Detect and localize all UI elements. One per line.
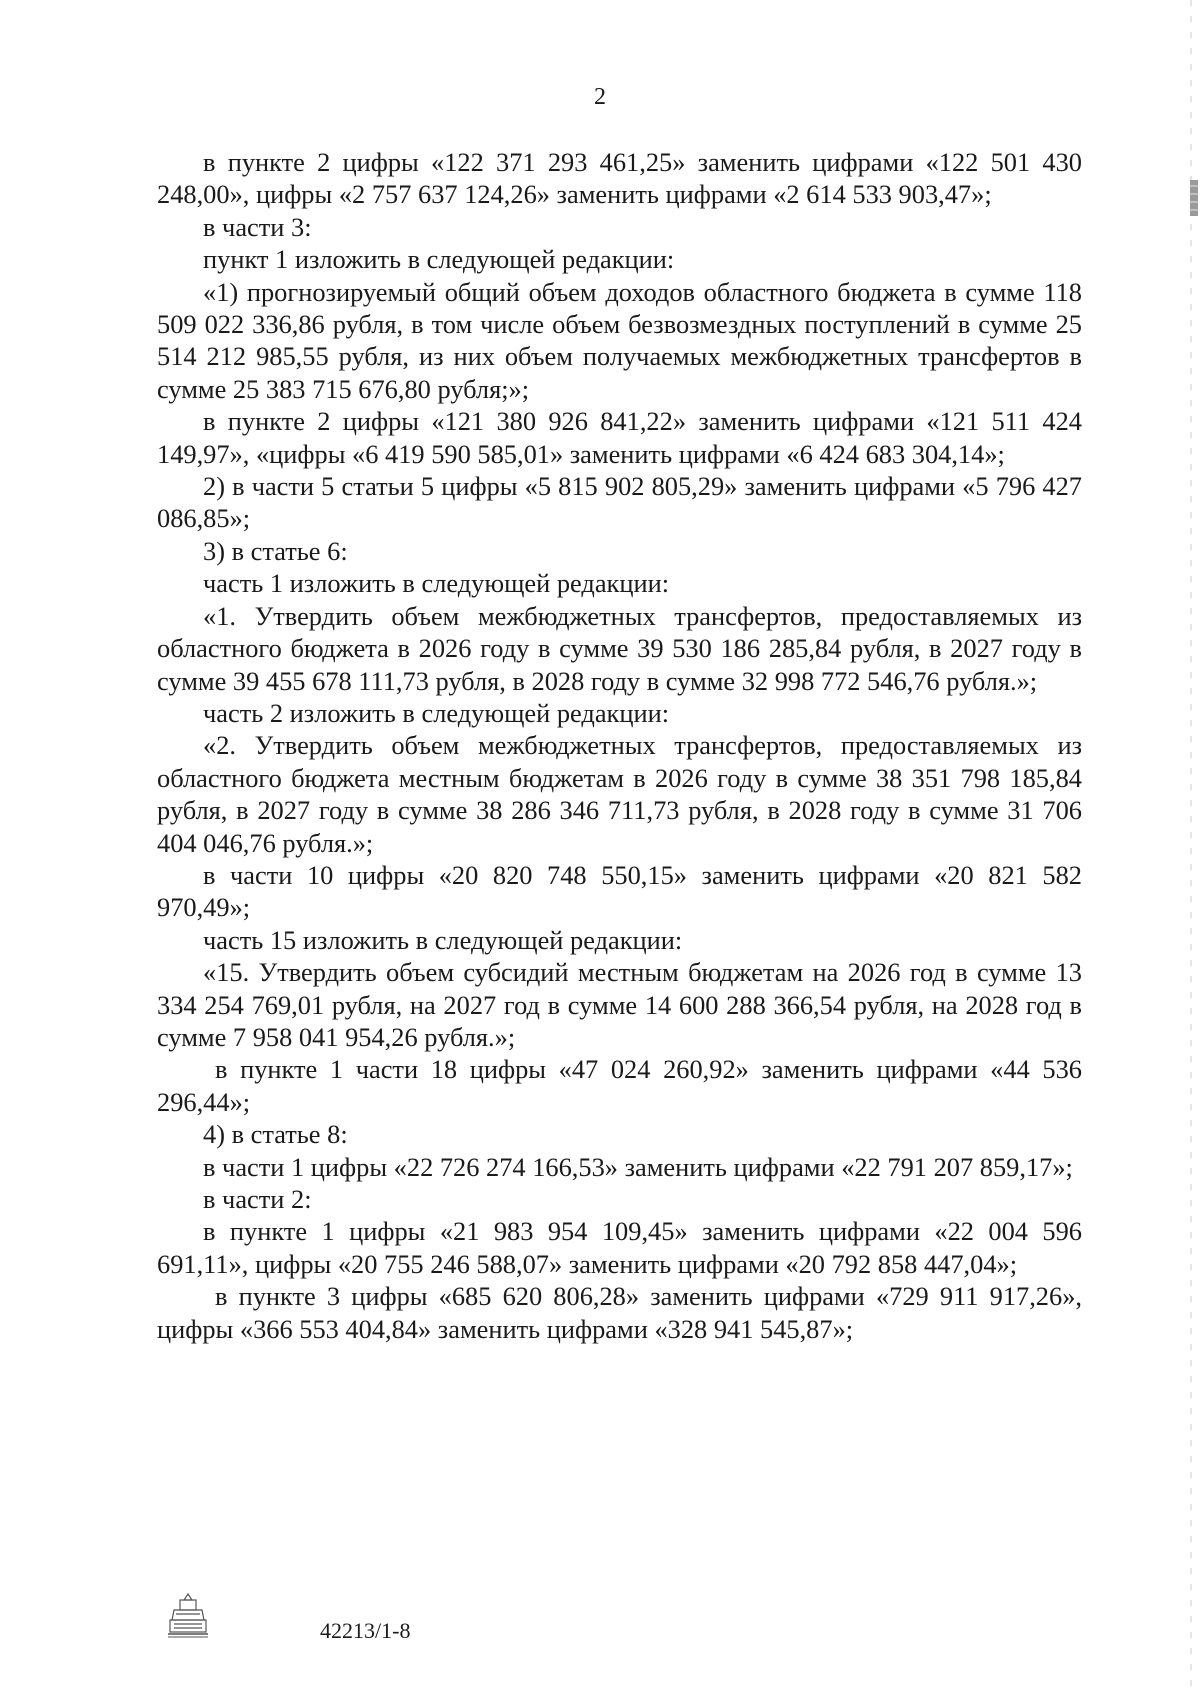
paragraph: в части 3: (203, 211, 312, 242)
paragraph: в части 1 цифры «22 726 274 166,53» заменить цифрами «22 791 207 859,17»; (203, 1151, 1073, 1182)
paragraph: в пункте 1 части 18 цифры «47 024 260,92» заменить цифрами «44 536 296,44»; (157, 1054, 1082, 1117)
printing-house-seal-icon (166, 1590, 210, 1642)
document-footer-code: 42213/1-8 (320, 1618, 411, 1643)
paragraph: в пункте 2 цифры «121 380 926 841,22» заменить цифрами «121 511 424 149,97», «цифры «6 419 590 585,01» заменить цифрами «6 424 683 304,14»; (157, 406, 1082, 469)
scan-mark (1190, 180, 1198, 216)
paragraph: пункт 1 изложить в следующей редакции: (203, 244, 675, 275)
paragraph: в пункте 2 цифры «122 371 293 461,25» заменить цифрами «122 501 430 248,00», цифры «2 757 637 124,26» заменить цифрами «2 614 533 903,47»; (157, 147, 1082, 210)
scan-edge-line (1190, 0, 1192, 1695)
document-body (157, 146, 1082, 1345)
page-number: 2 (594, 84, 606, 110)
paragraph: «1. Утвердить объем межбюджетных трансфертов, предоставляемых из областного бюджета в 2026 году в сумме 39 530 186 285,84 рубля, в 2027 году в сумме 39 455 678 111,73 рубля, в 2028 году в сумме 32 998 772 546,76 рубля.»; (157, 600, 1082, 696)
paragraph: в пункте 1 цифры «21 983 954 109,45» заменить цифрами «22 004 596 691,11», цифры «20 755 246 588,07» заменить цифрами «20 792 858 447,04»; (157, 1216, 1082, 1279)
paragraph: в части 2: (203, 1184, 312, 1214)
paragraph: 4) в статье 8: (203, 1119, 348, 1150)
paragraph: «1) прогнозируемый общий объем доходов областного бюджета в сумме 118 509 022 336,86 рубля, в том числе объем безвозмездных поступлений в сумме 25 514 212 985,55 рубля, из них объем получаемых межбюджетных трансфертов в сумме 25 383 715 676,80 рубля;»; (157, 276, 1082, 404)
paragraph: в пункте 3 цифры «685 620 806,28» заменить цифрами «729 911 917,26», цифры «366 553 404,84» заменить цифрами «328 941 545,87»; (157, 1281, 1082, 1344)
paragraph: «15. Утвердить объем субсидий местным бюджетам на 2026 год в сумме 13 334 254 769,01 рубля, на 2027 год в сумме 14 600 288 366,54 рубля, на 2028 год в сумме 7 958 041 954,26 рубля.»; (157, 957, 1082, 1052)
paragraph: часть 2 изложить в следующей редакции: (203, 697, 670, 728)
paragraph: в части 10 цифры «20 820 748 550,15» заменить цифрами «20 821 582 970,49»; (157, 859, 1082, 923)
paragraph: «2. Утвердить объем межбюджетных трансфертов, предоставляемых из областного бюджета местным бюджетам в 2026 году в сумме 38 351 798 185,84 рубля, в 2027 году в сумме 38 286 346 711,73 рубля, в 2028 году в сумме 31 706 404 046,76 рубля.»; (157, 730, 1082, 858)
paragraph: часть 15 изложить в следующей редакции: (203, 924, 683, 955)
paragraph: 3) в статье 6: (203, 535, 348, 566)
paragraph: 2) в части 5 статьи 5 цифры «5 815 902 805,29» заменить цифрами «5 796 427 086,85»; (157, 471, 1082, 534)
paragraph: часть 1 изложить в следующей редакции: (203, 568, 670, 599)
